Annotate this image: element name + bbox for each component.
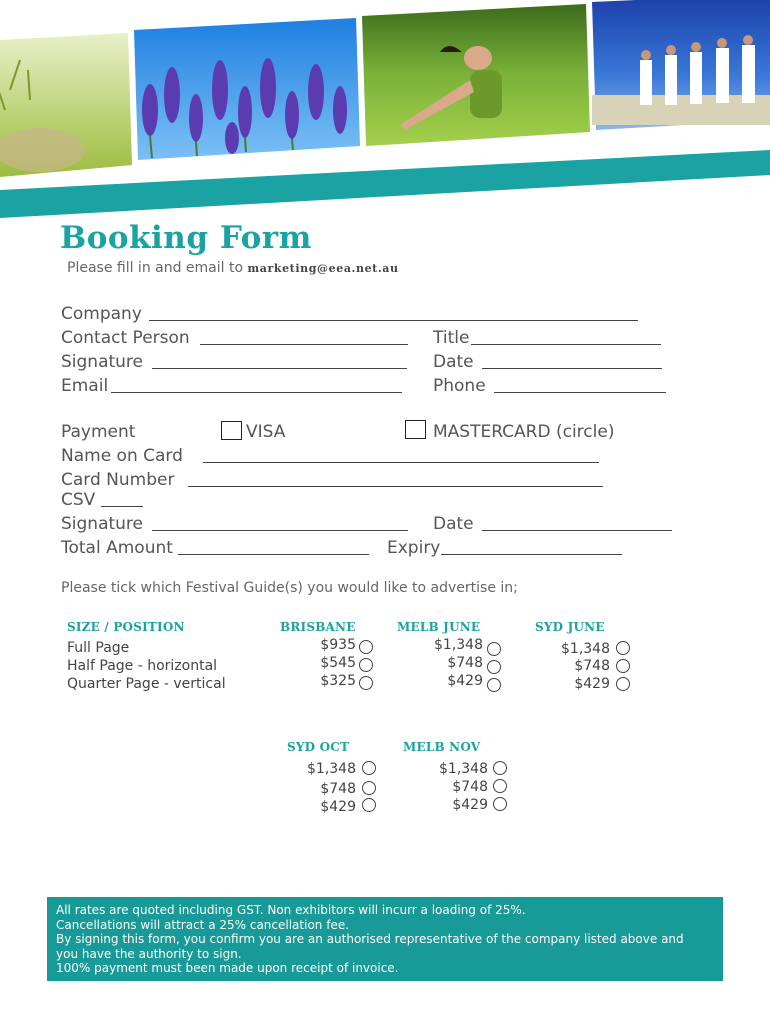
terms-line: All rates are quoted including GST. Non exhibitors will incurr a loading of 25%. <box>56 903 526 917</box>
melb-june-half-radio[interactable] <box>487 660 501 674</box>
melb-nov-header: MELB NOV <box>403 740 481 754</box>
date-field[interactable] <box>482 368 662 369</box>
melb-june-quarter-radio[interactable] <box>487 678 501 692</box>
terms-line: 100% payment must been made upon receipt of invoice. <box>56 961 399 975</box>
payment-date-field[interactable] <box>482 530 672 531</box>
lavender-flowers-photo <box>134 18 360 160</box>
name-on-card-field[interactable] <box>203 462 599 463</box>
melb-nov-quarter-price: $429 <box>452 797 488 813</box>
signature-field[interactable] <box>152 368 407 369</box>
melb-june-quarter-price: $429 <box>447 673 483 689</box>
syd-june-quarter-radio[interactable] <box>616 677 630 691</box>
header-graphic <box>0 0 770 230</box>
melb-june-header: MELB JUNE <box>397 620 481 634</box>
row-label-quarter-page: Quarter Page - vertical <box>67 676 226 692</box>
name-on-card-label: Name on Card <box>61 446 183 466</box>
woman-in-meadow-photo <box>362 4 590 146</box>
payment-signature-field[interactable] <box>152 530 408 531</box>
mastercard-label: MASTERCARD (circle) <box>433 422 615 442</box>
melb-nov-full-radio[interactable] <box>493 761 507 775</box>
expiry-label: Expiry <box>387 538 441 558</box>
melb-nov-half-price: $748 <box>452 779 488 795</box>
brisbane-full-radio[interactable] <box>359 640 373 654</box>
email-instruction <box>67 260 399 276</box>
syd-june-half-radio[interactable] <box>616 659 630 673</box>
payment-date-label: Date <box>433 514 474 534</box>
phone-label: Phone <box>433 376 486 396</box>
terms-footer <box>47 897 723 981</box>
total-amount-field[interactable] <box>178 554 369 555</box>
beach-yoga-group-photo <box>592 0 770 130</box>
syd-oct-quarter-radio[interactable] <box>362 798 376 812</box>
brisbane-half-price: $545 <box>320 655 356 671</box>
expiry-field[interactable] <box>441 554 622 555</box>
phone-field[interactable] <box>494 392 666 393</box>
instruction-text: Please fill in and email to <box>67 260 248 276</box>
payment-signature-label: Signature <box>61 514 144 534</box>
csv-label: CSV <box>61 490 96 510</box>
syd-oct-quarter-price: $429 <box>320 799 356 815</box>
brisbane-header: BRISBANE <box>280 620 356 634</box>
company-label: Company <box>61 304 142 324</box>
row-label-half-page: Half Page - horizontal <box>67 658 218 674</box>
syd-oct-header: SYD OCT <box>287 740 350 754</box>
syd-june-full-radio[interactable] <box>616 641 630 655</box>
signature-label: Signature <box>61 352 144 372</box>
grass-field-photo <box>0 33 132 177</box>
melb-nov-full-price: $1,348 <box>439 761 488 777</box>
terms-line: Cancellations will attract a 25% cancellation fee. <box>56 917 350 932</box>
mastercard-checkbox[interactable] <box>405 420 426 439</box>
contact-email: marketing@eea.net.au <box>247 262 399 275</box>
title-field[interactable] <box>471 344 661 345</box>
card-number-label: Card Number <box>61 470 175 490</box>
page-title: Booking Form <box>60 220 312 256</box>
email-field[interactable] <box>111 392 402 393</box>
header-banner <box>0 0 770 230</box>
payment-label: Payment <box>61 422 136 442</box>
total-amount-label: Total Amount <box>61 538 173 558</box>
guide-prompt: Please tick which Festival Guide(s) you would like to advertise in; <box>61 580 518 596</box>
visa-checkbox[interactable] <box>221 421 242 440</box>
syd-oct-full-radio[interactable] <box>362 761 376 775</box>
syd-oct-half-radio[interactable] <box>362 781 376 795</box>
email-label: Email <box>61 376 109 396</box>
syd-june-full-price: $1,348 <box>561 641 610 657</box>
csv-field[interactable] <box>101 506 143 507</box>
brisbane-quarter-price: $325 <box>320 673 356 689</box>
syd-june-quarter-price: $429 <box>574 676 610 692</box>
terms-line: By signing this form, you confirm you are an authorised representative of the company listed above and <box>56 932 684 946</box>
melb-nov-half-radio[interactable] <box>493 779 507 793</box>
melb-june-full-radio[interactable] <box>487 642 501 656</box>
card-number-field[interactable] <box>188 486 603 487</box>
company-field[interactable] <box>149 320 638 321</box>
syd-oct-half-price: $748 <box>320 781 356 797</box>
title-label: Title <box>433 328 470 348</box>
syd-june-half-price: $748 <box>574 658 610 674</box>
melb-nov-quarter-radio[interactable] <box>493 797 507 811</box>
syd-june-header: SYD JUNE <box>535 620 605 634</box>
brisbane-quarter-radio[interactable] <box>359 676 373 690</box>
terms-line: you have the authority to sign. <box>56 946 242 961</box>
brisbane-half-radio[interactable] <box>359 658 373 672</box>
melb-june-half-price: $748 <box>447 655 483 671</box>
melb-june-full-price: $1,348 <box>434 637 483 653</box>
visa-label: VISA <box>246 422 286 442</box>
syd-oct-full-price: $1,348 <box>307 761 356 777</box>
date-label: Date <box>433 352 474 372</box>
size-position-header: SIZE / POSITION <box>67 620 185 634</box>
row-label-full-page: Full Page <box>67 640 130 656</box>
contact-person-field[interactable] <box>200 344 408 345</box>
contact-person-label: Contact Person <box>61 328 190 348</box>
brisbane-full-price: $935 <box>320 637 356 653</box>
